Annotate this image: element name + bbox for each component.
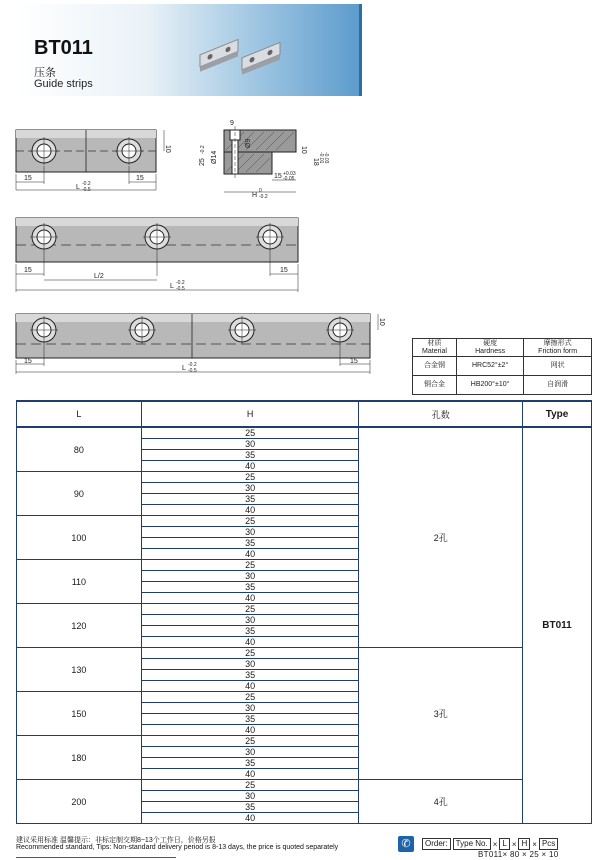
material-header-cell: 材质 Material: [413, 339, 457, 357]
dim-side-H-tol-upper: 0: [259, 188, 262, 194]
dim-side-18-tol-upper: -0.01: [318, 152, 324, 164]
cell-H: 30: [141, 747, 359, 758]
cell-H: 30: [141, 571, 359, 582]
cell-H: 30: [141, 483, 359, 494]
dim-side-H-tol-lower: -0.2: [259, 194, 268, 200]
cell-H: 30: [141, 703, 359, 714]
cell-H: 25: [141, 516, 359, 527]
drawing-side-section: [192, 118, 332, 204]
cell-H: 25: [141, 472, 359, 483]
material-table: [412, 338, 592, 395]
cell-H: 35: [141, 494, 359, 505]
dim-side-dia9: Ø9: [245, 138, 252, 148]
cell-H: 25: [141, 427, 359, 439]
order-pcs: Pcs: [539, 838, 558, 850]
dim-edge-left-2: 15: [24, 267, 32, 274]
dim-side-25-tol: -0.2: [200, 145, 206, 154]
drawing-four-hole: [14, 308, 386, 378]
cell-H: 40: [141, 725, 359, 736]
cell-L: 120: [17, 604, 142, 648]
cell-H: 30: [141, 439, 359, 450]
cell-H: 25: [141, 692, 359, 703]
material-row: [413, 376, 592, 395]
cell-H: 30: [141, 791, 359, 802]
cell-H: 30: [141, 615, 359, 626]
dim-edge-left-3: 15: [24, 358, 32, 365]
cell-L: 150: [17, 692, 142, 736]
dim-length-tol-upper: -0.2: [82, 181, 91, 187]
dim-side-dia14: Ø14: [211, 150, 218, 164]
cell-L: 80: [17, 427, 142, 472]
dim-length-3-tol-upper: -0.2: [188, 362, 197, 368]
material-cell: 铜合金: [413, 376, 457, 395]
order-times-3: ×: [532, 839, 537, 849]
product-code: BT011: [34, 37, 93, 59]
dim-side-25: 25: [199, 158, 206, 166]
cell-L: 180: [17, 736, 142, 780]
cell-H: 40: [141, 681, 359, 692]
dim-length-2: L: [170, 283, 174, 290]
product-name-cn: 压条: [34, 67, 56, 79]
cell-H: 40: [141, 461, 359, 472]
order-type-no: Type No.: [453, 838, 491, 850]
cell-type: BT011: [523, 427, 592, 824]
dim-length-2-tol-lower: -0.5: [176, 286, 185, 292]
dim-side-15-tol-lower: -0.05: [283, 176, 295, 182]
dim-length-2-tol-upper: -0.2: [176, 280, 185, 286]
hardness-cell: HB200°±10°: [456, 376, 523, 395]
friction-header-cell: 摩擦形式 Friction form: [524, 339, 592, 357]
cell-H: 35: [141, 582, 359, 593]
dim-side-18: 18: [312, 158, 319, 166]
dim-thickness-3: 10: [378, 318, 385, 326]
dim-half-length: L/2: [94, 273, 104, 280]
dim-edge-right-2: 15: [280, 267, 288, 274]
dim-length-3: L: [182, 365, 186, 372]
cell-H: 40: [141, 637, 359, 648]
material-cell: 合金钢: [413, 357, 457, 376]
dim-edge-right-3: 15: [350, 358, 358, 365]
dim-edge-right: 15: [136, 175, 144, 182]
cell-H: 25: [141, 604, 359, 615]
cell-H: 40: [141, 593, 359, 604]
hardness-cell: HRC52°±2°: [456, 357, 523, 376]
phone-icon: ✆: [398, 836, 414, 852]
cell-H: 35: [141, 670, 359, 681]
friction-cell: 网状: [524, 357, 592, 376]
spec-table-body: [17, 427, 592, 824]
cell-H: 30: [141, 659, 359, 670]
cell-L: 200: [17, 780, 142, 824]
cell-H: 35: [141, 538, 359, 549]
cell-H: 35: [141, 714, 359, 725]
order-L: L: [499, 838, 509, 850]
cell-H: 35: [141, 758, 359, 769]
order-H: H: [518, 838, 530, 850]
cell-H: 25: [141, 648, 359, 659]
dim-side-H: H: [252, 192, 258, 199]
spec-row: [17, 780, 592, 791]
order-label: Order:: [422, 838, 451, 850]
cell-holes: 2孔: [359, 427, 523, 648]
order-times-1: ×: [492, 839, 498, 849]
cell-holes: 4孔: [359, 780, 523, 824]
header-holes: 孔数: [359, 401, 523, 427]
cell-holes: 3孔: [359, 648, 523, 780]
dim-edge-left: 15: [24, 175, 32, 182]
drawing-three-hole: [14, 212, 304, 296]
cell-H: 35: [141, 450, 359, 461]
cell-H: 40: [141, 505, 359, 516]
dim-side-15: 15: [274, 173, 282, 180]
friction-cell: 自润滑: [524, 376, 592, 395]
cell-H: 35: [141, 802, 359, 813]
header-banner: [16, 4, 359, 96]
header-H: H: [141, 401, 359, 427]
dim-length-3-tol-lower: -0.5: [188, 368, 197, 374]
product-photo: [192, 28, 282, 88]
spec-table: [16, 400, 592, 824]
cell-H: 40: [141, 549, 359, 560]
cell-L: 90: [17, 472, 142, 516]
cell-H: 25: [141, 560, 359, 571]
footer-note-en: Recommended standard, Tips: Non-standard delivery period is 8-13 days, the price is quoted separately: [16, 844, 339, 851]
dim-side-18-tol-lower: -0.03: [323, 152, 329, 164]
cell-H: 30: [141, 527, 359, 538]
hardness-header-cell: 硬度 Hardness: [456, 339, 523, 357]
header-type: Type: [523, 401, 592, 427]
material-row: [413, 357, 592, 376]
cell-H: 40: [141, 813, 359, 824]
footer-note-cn: 建议采用标准 温馨提示：非标定制交期8~13个工作日，价格另报: [16, 837, 216, 844]
cell-H: 40: [141, 769, 359, 780]
order-example: BT011× 80 × 25 × 10: [478, 850, 559, 859]
dim-length-tol-lower: -0.5: [82, 187, 91, 193]
cell-H: 25: [141, 780, 359, 791]
product-name-en: Guide strips: [34, 78, 93, 90]
dim-side-top: 9: [230, 120, 234, 127]
dim-thickness: 10: [164, 145, 171, 153]
dim-length: L: [76, 184, 80, 191]
spec-header-row: [17, 401, 592, 427]
drawing-two-hole: [14, 118, 184, 200]
spec-row: [17, 648, 592, 659]
cell-L: 100: [17, 516, 142, 560]
order-times-2: ×: [511, 839, 517, 849]
spec-row: [17, 427, 592, 439]
cell-H: 35: [141, 626, 359, 637]
cell-L: 110: [17, 560, 142, 604]
dim-side-15-tol-upper: +0.03: [283, 171, 296, 177]
header-L: L: [17, 401, 142, 427]
cell-L: 130: [17, 648, 142, 692]
footer-divider: [16, 857, 176, 858]
dim-side-10: 10: [300, 146, 307, 154]
cell-H: 25: [141, 736, 359, 747]
material-header-row: [413, 339, 592, 357]
